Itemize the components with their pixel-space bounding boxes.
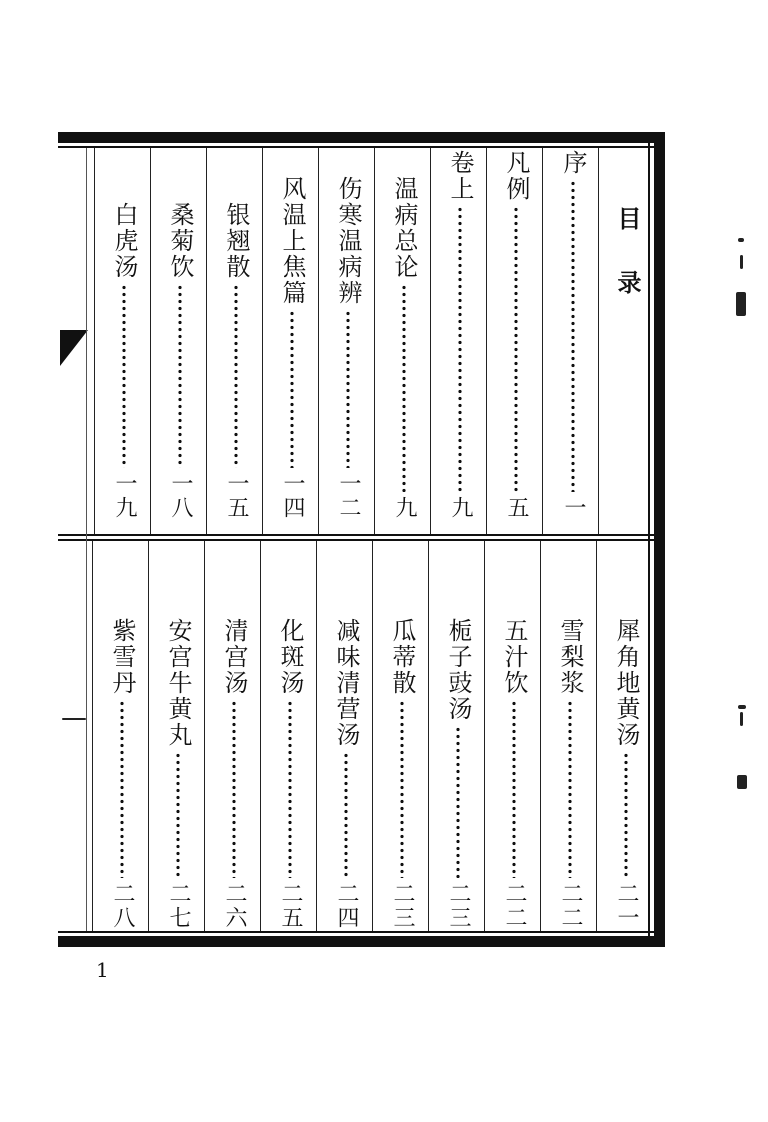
leader-dots (400, 700, 404, 878)
toc-entry-title: 序 (559, 150, 587, 176)
column-separator (260, 541, 261, 931)
column-separator (204, 541, 205, 931)
column-separator (148, 541, 149, 931)
toc-entry (496, 150, 536, 520)
toc-entry (384, 176, 424, 520)
toc-entry-page: 二三 (446, 882, 471, 930)
toc-entry-page: 二二 (558, 882, 583, 930)
toc-entry-page: 二四 (334, 882, 359, 930)
toc-entry-page: 九 (448, 496, 473, 520)
toc-entry-title: 桑菊饮 (166, 202, 194, 280)
frame-bottom-rule (58, 936, 665, 947)
toc-entry-title: 紫雪丹 (108, 618, 136, 696)
toc-entry (102, 618, 142, 930)
scan-speck (738, 705, 746, 709)
toc-entry (494, 618, 534, 930)
leader-dots (402, 284, 406, 492)
toc-entry (553, 150, 593, 520)
toc-entry-page: 一九 (112, 472, 137, 520)
toc-entry-title: 瓜蒂散 (388, 618, 416, 696)
toc-heading: 目录 (613, 206, 641, 334)
scan-speck (737, 775, 747, 789)
column-separator (316, 541, 317, 931)
leader-dots (176, 752, 180, 878)
column-separator (428, 541, 429, 931)
toc-entry-title: 五汁饮 (500, 618, 528, 696)
column-separator (430, 148, 431, 534)
frame-top-rule (58, 132, 665, 143)
toc-entry-title: 风温上焦篇 (278, 176, 306, 306)
column-separator (486, 148, 487, 534)
leader-dots (120, 700, 124, 878)
binding-mark (60, 330, 88, 366)
leader-dots (568, 700, 572, 878)
leader-dots (344, 752, 348, 878)
toc-entry-page: 一四 (280, 472, 305, 520)
toc-entry-title: 安宫牛黄丸 (164, 618, 192, 748)
toc-entry (216, 202, 256, 520)
toc-entry (104, 202, 144, 520)
toc-entry-title: 凡例 (502, 150, 530, 202)
toc-entry-page: 五 (504, 496, 529, 520)
column-separator (262, 148, 263, 534)
toc-entry-title: 化斑汤 (276, 618, 304, 696)
column-separator (542, 148, 543, 534)
toc-entry-title: 银翘散 (222, 202, 250, 280)
column-separator (150, 148, 151, 534)
leader-dots (122, 284, 126, 468)
column-separator (540, 541, 541, 931)
leader-dots (234, 284, 238, 468)
column-separator (484, 541, 485, 931)
toc-entry-page: 二六 (222, 882, 247, 930)
toc-entry-title: 卷上 (446, 150, 474, 202)
toc-entry (160, 202, 200, 520)
toc-entry (158, 618, 198, 930)
leader-dots (178, 284, 182, 468)
column-separator (318, 148, 319, 534)
toc-entry-title: 白虎汤 (110, 202, 138, 280)
toc-entry (438, 618, 478, 930)
leader-dots (624, 752, 628, 878)
toc-entry (550, 618, 590, 930)
leader-dots (232, 700, 236, 878)
toc-entry-title: 减味清营汤 (332, 618, 360, 748)
toc-entry-page: 二八 (110, 882, 135, 930)
column-separator (374, 148, 375, 534)
column-separator (598, 148, 599, 534)
toc-entry (606, 618, 646, 930)
leader-dots (571, 180, 575, 492)
toc-entry-title: 雪梨浆 (556, 618, 584, 696)
toc-entry (214, 618, 254, 930)
toc-entry (440, 150, 480, 520)
frame-left-edge (86, 148, 87, 931)
scan-speck (62, 718, 86, 720)
frame-top-thin-rule (58, 146, 654, 148)
leader-dots (456, 726, 460, 878)
toc-entry (326, 618, 366, 930)
toc-entry-title: 栀子豉汤 (444, 618, 472, 722)
row-divider-rule (58, 534, 654, 536)
leader-dots (290, 310, 294, 468)
toc-entry-page: 九 (392, 496, 417, 520)
scan-speck (738, 238, 744, 242)
scan-speck (740, 712, 743, 726)
toc-entry-title: 温病总论 (390, 176, 418, 280)
column-separator (596, 541, 597, 931)
leader-dots (458, 206, 462, 492)
frame-bottom-thin-rule (58, 931, 654, 933)
toc-entry-page: 二二 (502, 882, 527, 930)
toc-entry (382, 618, 422, 930)
toc-entry-page: 一 (561, 496, 586, 520)
toc-entry-title: 清宫汤 (220, 618, 248, 696)
toc-entry-title: 伤寒温病辨 (334, 176, 362, 306)
leader-dots (514, 206, 518, 492)
toc-entry-page: 二三 (390, 882, 415, 930)
toc-entry (272, 176, 312, 520)
column-separator (206, 148, 207, 534)
page-number: 1 (96, 958, 109, 982)
leader-dots (346, 310, 350, 468)
toc-entry (270, 618, 310, 930)
scan-speck (736, 292, 746, 316)
leader-dots (512, 700, 516, 878)
column-separator (94, 148, 95, 534)
toc-entry-page: 一二 (336, 472, 361, 520)
toc-entry-page: 二七 (166, 882, 191, 930)
toc-entry-title: 犀角地黄汤 (612, 618, 640, 748)
toc-entry-page: 二一 (614, 882, 639, 930)
frame-right-rule (654, 132, 665, 947)
toc-entry-page: 一五 (224, 472, 249, 520)
toc-entry-page: 一八 (168, 472, 193, 520)
column-separator (372, 541, 373, 931)
column-separator (92, 541, 93, 931)
toc-entry (328, 176, 368, 520)
toc-entry-page: 二五 (278, 882, 303, 930)
leader-dots (288, 700, 292, 878)
scan-speck (740, 255, 743, 269)
